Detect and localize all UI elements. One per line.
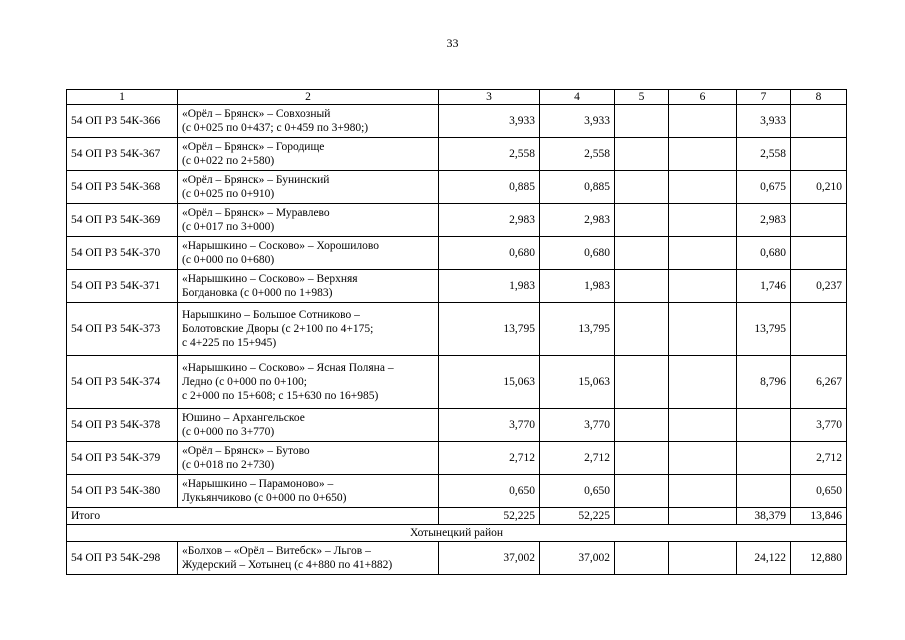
road-name-line: «Нарышкино – Сосково» – Верхняя (182, 273, 358, 285)
value-cell (669, 542, 737, 575)
value-cell (615, 542, 669, 575)
road-name-line: «Орёл – Брянск» – Городище (182, 141, 325, 153)
value-cell (615, 356, 669, 409)
road-name-line: Лукьянчиково (с 0+000 по 0+650) (182, 492, 347, 504)
value-cell: 2,558 (737, 138, 791, 171)
value-cell: 0,885 (540, 171, 615, 204)
total-value-cell: 38,379 (737, 508, 791, 525)
road-name-line: Богдановка (с 0+000 по 1+983) (182, 287, 333, 299)
road-name-line: (с 0+022 по 2+580) (182, 155, 275, 167)
road-name-line: (с 0+000 по 3+770) (182, 426, 275, 438)
value-cell: 2,558 (540, 138, 615, 171)
value-cell: 2,558 (439, 138, 540, 171)
value-cell (615, 105, 669, 138)
value-cell (615, 237, 669, 270)
value-cell: 1,983 (540, 270, 615, 303)
value-cell: 13,795 (439, 303, 540, 356)
road-name-line: Юшино – Архангельское (182, 412, 305, 424)
header-cell: 8 (791, 90, 847, 105)
road-code-cell: 54 ОП РЗ 54К-366 (67, 105, 178, 138)
header-cell: 3 (439, 90, 540, 105)
value-cell (791, 105, 847, 138)
value-cell: 2,983 (439, 204, 540, 237)
value-cell: 0,885 (439, 171, 540, 204)
value-cell (615, 138, 669, 171)
value-cell (615, 270, 669, 303)
header-cell: 7 (737, 90, 791, 105)
value-cell: 3,770 (540, 409, 615, 442)
road-code-cell: 54 ОП РЗ 54К-373 (67, 303, 178, 356)
road-code-cell: 54 ОП РЗ 54К-378 (67, 409, 178, 442)
road-name-line: (с 0+017 по 3+000) (182, 221, 275, 233)
road-code-cell: 54 ОП РЗ 54К-367 (67, 138, 178, 171)
value-cell (615, 171, 669, 204)
value-cell (669, 409, 737, 442)
value-cell (615, 442, 669, 475)
table-row (67, 105, 847, 138)
total-value-cell (615, 508, 669, 525)
value-cell: 37,002 (540, 542, 615, 575)
road-name-line: «Нарышкино – Сосково» – Хорошилово (182, 240, 379, 252)
value-cell (669, 475, 737, 508)
header-cell: 6 (669, 90, 737, 105)
value-cell: 0,675 (737, 171, 791, 204)
total-value-cell (669, 508, 737, 525)
road-name-line: (с 0+000 по 0+680) (182, 254, 275, 266)
value-cell (737, 442, 791, 475)
value-cell (669, 356, 737, 409)
district-row (67, 525, 847, 542)
value-cell: 0,680 (737, 237, 791, 270)
road-name-cell (178, 138, 439, 171)
value-cell: 6,267 (791, 356, 847, 409)
value-cell (615, 303, 669, 356)
road-code-cell: 54 ОП РЗ 54К-370 (67, 237, 178, 270)
value-cell: 0,237 (791, 270, 847, 303)
road-name-cell (178, 542, 439, 575)
road-name-line: Нарышкино – Большое Сотниково – (182, 309, 360, 321)
table-row (67, 475, 847, 508)
road-code-cell: 54 ОП РЗ 54К-374 (67, 356, 178, 409)
value-cell: 13,795 (540, 303, 615, 356)
road-name-line: с 4+225 по 15+945) (182, 337, 277, 349)
value-cell (669, 270, 737, 303)
road-name-line: «Орёл – Брянск» – Бунинский (182, 174, 330, 186)
header-cell: 5 (615, 90, 669, 105)
total-value-cell: 52,225 (540, 508, 615, 525)
value-cell: 13,795 (737, 303, 791, 356)
road-name-cell (178, 442, 439, 475)
value-cell (737, 409, 791, 442)
table-row (67, 171, 847, 204)
road-name-line: (с 0+025 по 0+910) (182, 188, 275, 200)
road-name-line: Ледно (с 0+000 по 0+100; (182, 376, 307, 388)
total-label-cell: Итого (67, 508, 439, 525)
value-cell: 3,933 (737, 105, 791, 138)
value-cell (615, 409, 669, 442)
road-name-cell (178, 270, 439, 303)
road-name-line: «Нарышкино – Парамоново» – (182, 478, 334, 490)
road-name-line: Жудерский – Хотынец (с 4+880 по 41+882) (182, 559, 393, 571)
road-name-cell (178, 303, 439, 356)
value-cell: 3,770 (791, 409, 847, 442)
value-cell (791, 138, 847, 171)
road-name-line: «Орёл – Брянск» – Муравлево (182, 207, 330, 219)
value-cell (669, 105, 737, 138)
roads-table (66, 89, 847, 575)
header-cell: 4 (540, 90, 615, 105)
value-cell: 0,650 (439, 475, 540, 508)
total-value-cell: 13,846 (791, 508, 847, 525)
value-cell (615, 475, 669, 508)
road-name-cell (178, 409, 439, 442)
total-row (67, 508, 847, 525)
table-row (67, 409, 847, 442)
value-cell (615, 204, 669, 237)
value-cell: 15,063 (540, 356, 615, 409)
total-value-cell: 52,225 (439, 508, 540, 525)
value-cell (669, 204, 737, 237)
value-cell: 0,650 (791, 475, 847, 508)
road-name-cell (178, 105, 439, 138)
value-cell: 12,880 (791, 542, 847, 575)
value-cell: 3,933 (439, 105, 540, 138)
value-cell: 2,712 (439, 442, 540, 475)
value-cell (791, 237, 847, 270)
value-cell: 2,983 (540, 204, 615, 237)
value-cell (791, 204, 847, 237)
road-name-line: «Орёл – Брянск» – Бутово (182, 445, 310, 457)
value-cell (737, 475, 791, 508)
value-cell: 8,796 (737, 356, 791, 409)
table-row (67, 542, 847, 575)
value-cell: 0,680 (439, 237, 540, 270)
road-name-line: Болотовские Дворы (с 2+100 по 4+175; (182, 323, 374, 335)
value-cell: 15,063 (439, 356, 540, 409)
road-code-cell: 54 ОП РЗ 54К-371 (67, 270, 178, 303)
road-name-line: (с 0+025 по 0+437; с 0+459 по 3+980;) (182, 122, 369, 134)
value-cell: 0,680 (540, 237, 615, 270)
road-name-line: с 2+000 по 15+608; с 15+630 по 16+985) (182, 390, 379, 402)
table-row (67, 303, 847, 356)
road-name-cell (178, 237, 439, 270)
page-number: 33 (446, 36, 459, 50)
value-cell (669, 442, 737, 475)
road-code-cell: 54 ОП РЗ 54К-368 (67, 171, 178, 204)
road-name-cell (178, 171, 439, 204)
header-cell: 2 (178, 90, 439, 105)
table-row (67, 138, 847, 171)
value-cell: 2,712 (540, 442, 615, 475)
road-code-cell: 54 ОП РЗ 54К-369 (67, 204, 178, 237)
road-name-cell (178, 475, 439, 508)
table-row (67, 442, 847, 475)
value-cell (669, 237, 737, 270)
header-cell: 1 (67, 90, 178, 105)
road-code-cell: 54 ОП РЗ 54К-379 (67, 442, 178, 475)
header-row (67, 90, 847, 105)
table-row (67, 204, 847, 237)
value-cell: 2,983 (737, 204, 791, 237)
value-cell (791, 303, 847, 356)
road-name-cell (178, 356, 439, 409)
value-cell (669, 303, 737, 356)
value-cell: 24,122 (737, 542, 791, 575)
value-cell: 37,002 (439, 542, 540, 575)
value-cell: 2,712 (791, 442, 847, 475)
table-row (67, 237, 847, 270)
value-cell (669, 138, 737, 171)
value-cell: 1,746 (737, 270, 791, 303)
road-name-line: «Болхов – «Орёл – Витебск» – Льгов – (182, 545, 371, 557)
value-cell: 0,210 (791, 171, 847, 204)
district-name-cell: Хотынецкий район (67, 525, 847, 542)
value-cell: 1,983 (439, 270, 540, 303)
road-name-line: «Орёл – Брянск» – Совхозный (182, 108, 331, 120)
road-name-cell (178, 204, 439, 237)
value-cell: 0,650 (540, 475, 615, 508)
table-row (67, 270, 847, 303)
road-name-line: «Нарышкино – Сосково» – Ясная Поляна – (182, 362, 394, 374)
table-row (67, 356, 847, 409)
value-cell: 3,770 (439, 409, 540, 442)
road-code-cell: 54 ОП РЗ 54К-298 (67, 542, 178, 575)
road-name-line: (с 0+018 по 2+730) (182, 459, 275, 471)
value-cell (669, 171, 737, 204)
road-code-cell: 54 ОП РЗ 54К-380 (67, 475, 178, 508)
value-cell: 3,933 (540, 105, 615, 138)
